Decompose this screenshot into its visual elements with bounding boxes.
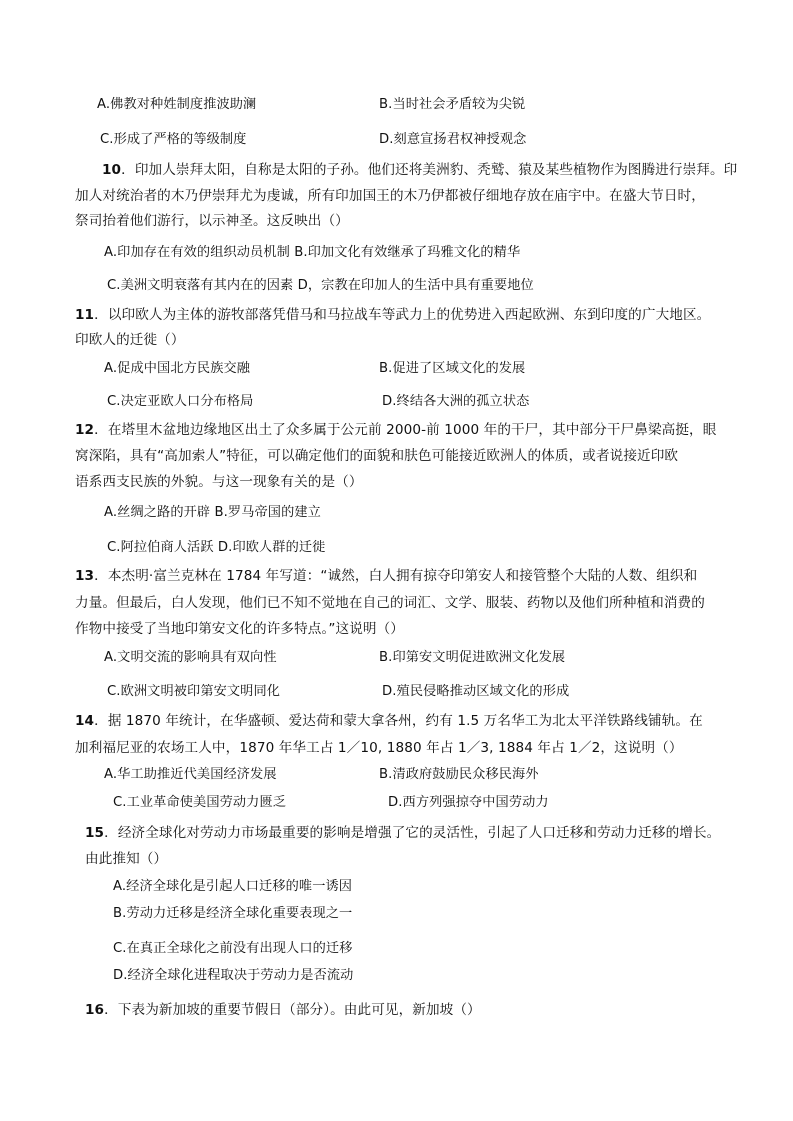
q14-option-d: D.西方列强掠夺中国劳动力 xyxy=(388,795,549,810)
q11-number: 11 xyxy=(75,307,95,323)
q13-number: 13 xyxy=(75,568,95,584)
q12-options-cd: C.阿拉伯商人活跃 D.印欧人群的迁徙 xyxy=(107,540,326,555)
q11-option-c: C.决定亚欧人口分布格局 xyxy=(107,394,254,409)
q10-line-1: 10．印加人崇拜太阳，自称是太阳的子孙。他们还将美洲豹、秃鹫、猿及某些植物作为图腾进行崇拜。印 xyxy=(102,162,738,178)
q13-option-a: A.文明交流的影响具有双向性 xyxy=(104,650,277,665)
q10-options-cd: C.美洲文明衰落有其内在的因素 D，宗教在印加人的生活中具有重要地位 xyxy=(107,278,534,293)
q10-options-ab: A.印加存在有效的组织动员机制 B.印加文化有效继承了玛雅文化的精华 xyxy=(104,245,521,260)
q14-line-2: 加利福尼亚的农场工人中，1870 年华工占 1／10, 1880 年占 1／3, 1884 年占 1／2，这说明（） xyxy=(75,740,683,756)
q15-option-c: C.在真正全球化之前没有出现人口的迁移 xyxy=(113,941,353,956)
q14-option-b: B.清政府鼓励民众移民海外 xyxy=(379,767,539,782)
q13-option-d: D.殖民侵略推动区域文化的形成 xyxy=(382,684,570,699)
q10-number: 10 xyxy=(102,162,122,178)
q10-line-3: 祭司抬着他们游行，以示神圣。这反映出（） xyxy=(75,213,349,229)
q9-option-c: C.形成了严格的等级制度 xyxy=(100,132,247,147)
q12-line-1: 12．在塔里木盆地边缘地区出土了众多属于公元前 2000-前 1000 年的干尸，其中部分干尸鼻梁高挺，眼 xyxy=(75,422,717,438)
q16-number: 16 xyxy=(85,1002,105,1018)
q15-line-2: 由此推知（） xyxy=(85,851,168,867)
q14-option-c: C.工业革命使美国劳动力匮乏 xyxy=(113,795,287,810)
q13-line-2: 力量。但最后，白人发现，他们已不知不觉地在自己的词汇、文学、服装、药物以及他们所种植和消费的 xyxy=(75,595,705,611)
q14-line-1: 14．据 1870 年统计，在华盛顿、爱达荷和蒙大拿各州，约有 1.5 万名华工为北太平洋铁路线铺轨。在 xyxy=(75,713,703,729)
q11-option-a: A.促成中国北方民族交融 xyxy=(104,361,251,376)
q15-option-d: D.经济全球化进程取决于劳动力是否流动 xyxy=(113,968,354,983)
q15-number: 15 xyxy=(85,825,105,841)
q13-line-1: 13．本杰明·富兰克林在 1784 年写道：“诚然，白人拥有掠夺印第安人和接管整个大陆的人数、组织和 xyxy=(75,568,698,584)
q9-option-b: B.当时社会矛盾较为尖锐 xyxy=(379,97,526,112)
q11-line-1: 11．以印欧人为主体的游牧部落凭借马和马拉战车等武力上的优势进入西起欧洲、东到印度的广大地区。 xyxy=(75,307,711,323)
q11-line-2: 印欧人的迁徙（） xyxy=(75,332,185,348)
q16-line-1: 16．下表为新加坡的重要节假日（部分）。由此可见，新加坡（） xyxy=(85,1002,481,1018)
q9-option-d: D.刻意宣扬君权神授观念 xyxy=(379,132,527,147)
q15-option-b: B.劳动力迁移是经济全球化重要表现之一 xyxy=(113,906,353,921)
q12-line-2: 窝深陷，具有“高加索人”特征，可以确定他们的面貌和肤色可能接近欧洲人的体质，或者说接近印欧 xyxy=(75,448,679,464)
q12-options-ab: A.丝绸之路的开辟 B.罗马帝国的建立 xyxy=(104,505,321,520)
q11-option-d: D.终结各大洲的孤立状态 xyxy=(382,394,530,409)
q14-option-a: A.华工助推近代美国经济发展 xyxy=(104,767,277,782)
q12-number: 12 xyxy=(75,422,95,438)
q10-line-2: 加人对统治者的木乃伊崇拜尤为虔诚，所有印加国王的木乃伊都被仔细地存放在庙宇中。在盛大节日时， xyxy=(75,188,705,204)
q13-line-3: 作物中接受了当地印第安文化的许多特点。”这说明（） xyxy=(75,621,404,637)
q9-option-a: A.佛教对种姓制度推波助澜 xyxy=(97,97,257,112)
q14-number: 14 xyxy=(75,713,95,729)
q15-line-1: 15．经济全球化对劳动力市场最重要的影响是增强了它的灵活性，引起了人口迁移和劳动力迁移的增长。 xyxy=(85,825,721,841)
q15-option-a: A.经济全球化是引起人口迁移的唯一诱因 xyxy=(113,879,353,894)
q11-option-b: B.促进了区域文化的发展 xyxy=(379,361,526,376)
q12-line-3: 语系西支民族的外貌。与这一现象有关的是（） xyxy=(75,474,363,490)
q13-option-b: B.印第安文明促进欧洲文化发展 xyxy=(379,650,566,665)
q13-option-c: C.欧洲文明被印第安文明同化 xyxy=(107,684,281,699)
